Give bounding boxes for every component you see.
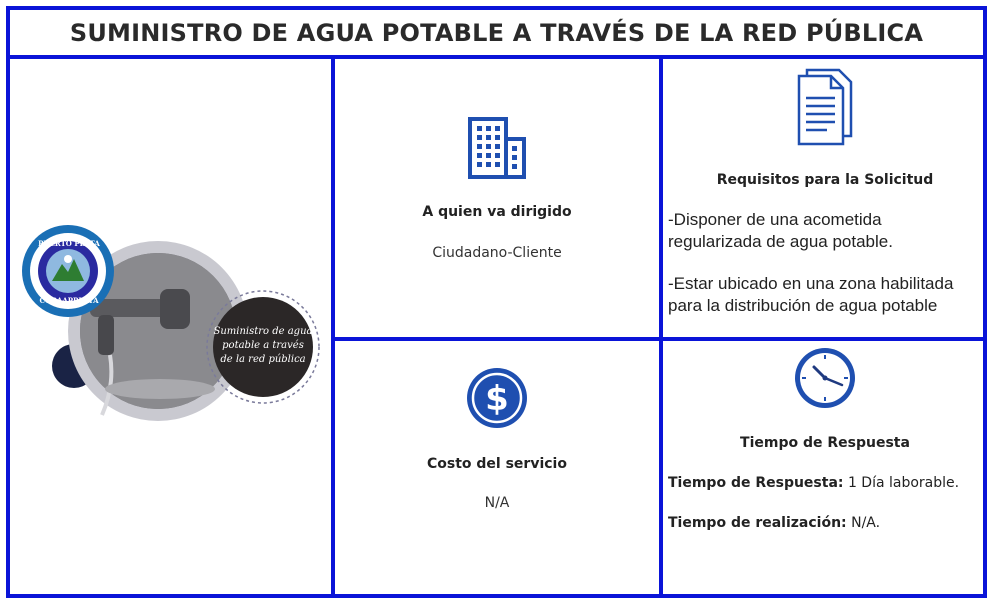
page-title: SUMINISTRO DE AGUA POTABLE A TRAVÉS DE LA RED PÚBLICA <box>69 19 924 47</box>
dollar-icon <box>464 365 530 431</box>
caption-line-2: potable a través <box>222 340 304 351</box>
tiempo-respuesta-label: Tiempo de Respuesta: <box>668 475 844 491</box>
tiempo-realizacion-value: N/A. <box>846 515 881 531</box>
document-icon <box>793 64 857 148</box>
dirigido-value: Ciudadano-Cliente <box>432 245 562 261</box>
service-image <box>10 59 331 594</box>
requisito-item-2: -Estar ubicado en una zona habilitada para la distribución de agua potable <box>668 274 954 315</box>
caption-line-3: de la red pública <box>220 354 306 365</box>
building-icon <box>466 115 528 181</box>
costo-value: N/A <box>484 495 510 511</box>
requisitos-cell <box>663 59 987 337</box>
tiempo-heading: Tiempo de Respuesta <box>740 435 910 451</box>
badge-top-text: PUERTO PLATA <box>38 239 100 248</box>
svg-text:$: $ <box>485 379 509 419</box>
costo-cell <box>335 341 659 594</box>
tiempo-cell <box>663 341 987 594</box>
badge-bottom-text: CORAAPPLATA <box>39 296 99 305</box>
tiempo-realizacion-label: Tiempo de realización: <box>668 515 847 531</box>
clock-icon <box>792 345 858 411</box>
requisitos-heading: Requisitos para la Solicitud <box>716 172 934 188</box>
requisito-item-1: -Disponer de una acometida regularizada de agua potable. <box>668 210 893 251</box>
tiempo-realizacion-line <box>668 515 984 531</box>
caption-line-1: Suministro de agua <box>213 326 313 337</box>
costo-heading: Costo del servicio <box>427 456 567 472</box>
image-caption <box>213 325 313 367</box>
dirigido-cell <box>335 59 659 337</box>
dirigido-heading: A quien va dirigido <box>422 204 572 220</box>
tiempo-respuesta-value: 1 Día laborable. <box>843 475 960 491</box>
tiempo-respuesta-line <box>668 475 984 491</box>
